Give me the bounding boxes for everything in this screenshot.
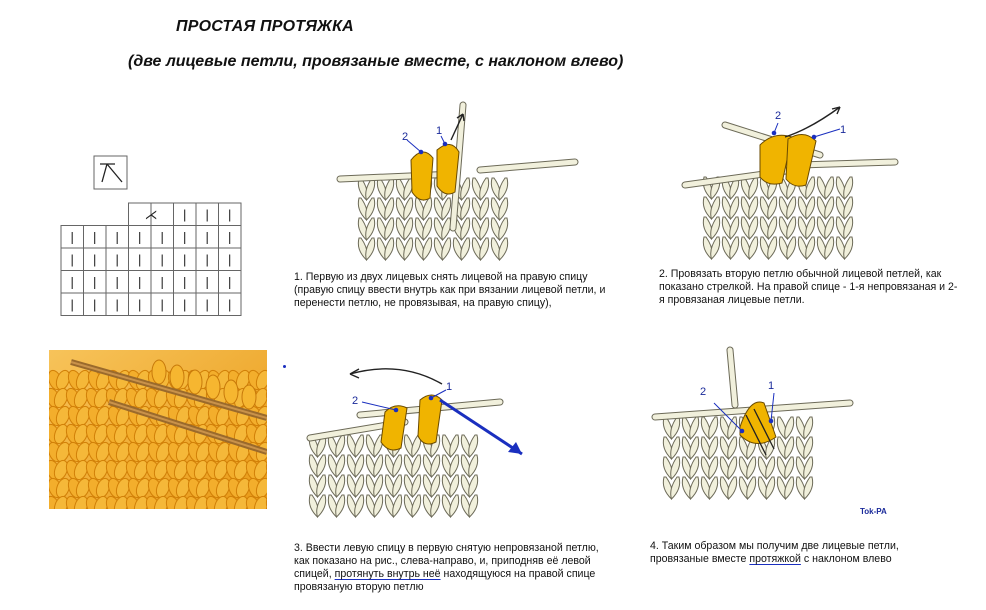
- chart-cell-symbol: |: [70, 274, 74, 290]
- chart-cell-symbol: |: [93, 297, 97, 312]
- step-3-underlined: протянуть внутрь неё: [334, 568, 441, 580]
- chart-cell-symbol: |: [228, 297, 232, 312]
- chart-cell-symbol: |: [93, 252, 97, 267]
- step-4-number: 4.: [650, 540, 659, 552]
- label-1: 1: [446, 381, 453, 393]
- chart-cell-symbol: |: [138, 297, 142, 312]
- step-3-text-b: находящуюся на правой спице провязаную вторую петлю: [294, 568, 596, 593]
- label-2: 2: [402, 131, 409, 143]
- chart-cell-symbol: |: [93, 274, 97, 290]
- chart-cell-symbol: |: [205, 207, 209, 222]
- step-1-text: Первую из двух лицевых снять лицевой на правую спицу (правую спицу ввести внутрь как при вязании лицевой петли, и перенести петлю, не провязывая, на правую спицу),: [294, 271, 606, 309]
- chart-cell-symbol: |: [183, 229, 187, 245]
- diagram-step-3: [300, 350, 530, 535]
- chart-cell-symbol: |: [138, 252, 142, 267]
- chart-cell-symbol: |: [183, 207, 187, 222]
- step-2-caption: [659, 268, 959, 307]
- step-3-text-a: Ввести левую спицу в первую снятую непровязаной петлю, как показано на рис., слева-направо, и, приподняв её левой спицей,: [294, 542, 599, 580]
- step-4-caption: [650, 540, 930, 566]
- chart-cell-symbol: |: [160, 274, 164, 290]
- stray-dot: [283, 365, 286, 368]
- label-2: 2: [775, 110, 782, 122]
- knitting-photo: [49, 350, 267, 509]
- chart-cell-symbol: |: [115, 229, 119, 245]
- knitting-chart: [56, 150, 256, 325]
- chart-cell-symbol: |: [205, 297, 209, 312]
- chart-cell-symbol: |: [115, 252, 119, 267]
- chart-grid: [61, 203, 241, 316]
- chart-cell-symbol: |: [115, 274, 119, 290]
- chart-cell-symbol: |: [228, 229, 232, 245]
- label-2: 2: [700, 386, 707, 398]
- chart-cell-symbol: |: [160, 297, 164, 312]
- chart-cell-symbol: |: [183, 252, 187, 267]
- chart-cell-symbol: |: [183, 297, 187, 312]
- page-title: ПРОСТАЯ ПРОТЯЖКА: [176, 18, 354, 35]
- step-4-text-b: с наклоном влево: [800, 553, 892, 565]
- chart-cell-symbol: |: [138, 229, 142, 245]
- chart-cell-symbol: |: [160, 229, 164, 245]
- chart-cell-symbol: |: [70, 297, 74, 312]
- diagram-step-4: [650, 345, 860, 525]
- chart-cell-symbol: |: [160, 252, 164, 267]
- chart-cell-symbol: |: [205, 229, 209, 245]
- chart-cell-symbol: ⋌: [144, 207, 158, 222]
- chart-cell-symbol: |: [183, 274, 187, 290]
- chart-cell-symbol: |: [228, 252, 232, 267]
- step-4-underlined: протяжкой: [749, 553, 801, 565]
- decrease-symbol-icon: [100, 164, 122, 182]
- chart-cell-symbol: |: [228, 207, 232, 222]
- label-2: 2: [352, 395, 359, 407]
- chart-cell-symbol: |: [93, 229, 97, 245]
- chart-cell-symbol: |: [205, 252, 209, 267]
- chart-cell-symbol: |: [138, 274, 142, 290]
- label-1: 1: [768, 380, 775, 392]
- step-3-caption: [294, 542, 614, 594]
- chart-cell-symbol: |: [70, 252, 74, 267]
- step-2-text: Провязать вторую петлю обычной лицевой петлей, как показано стрелкой. На правой спице - 1-я непровязаная и 2-я провязаная лицевые петли.: [659, 268, 958, 306]
- step-3-number: 3.: [294, 542, 303, 554]
- chart-cell-symbol: |: [70, 229, 74, 245]
- chart-cell-symbol: |: [228, 274, 232, 290]
- step-1-caption: [294, 271, 614, 310]
- step-1-number: 1.: [294, 271, 303, 283]
- step-2-number: 2.: [659, 268, 668, 280]
- label-1: 1: [840, 124, 847, 136]
- diagram-step-1: [335, 100, 585, 270]
- label-1: 1: [436, 125, 443, 137]
- chart-cell-symbol: |: [115, 297, 119, 312]
- step-4-text-a: Таким образом мы получим две лицевые петли, провязаные вместе: [650, 540, 899, 565]
- chart-cell-symbol: |: [205, 274, 209, 290]
- credit-label: Tok-PA: [860, 507, 887, 516]
- page-subtitle: (две лицевые петли, провязаные вместе, с наклоном влево): [128, 53, 624, 70]
- diagram-step-2: [680, 97, 910, 267]
